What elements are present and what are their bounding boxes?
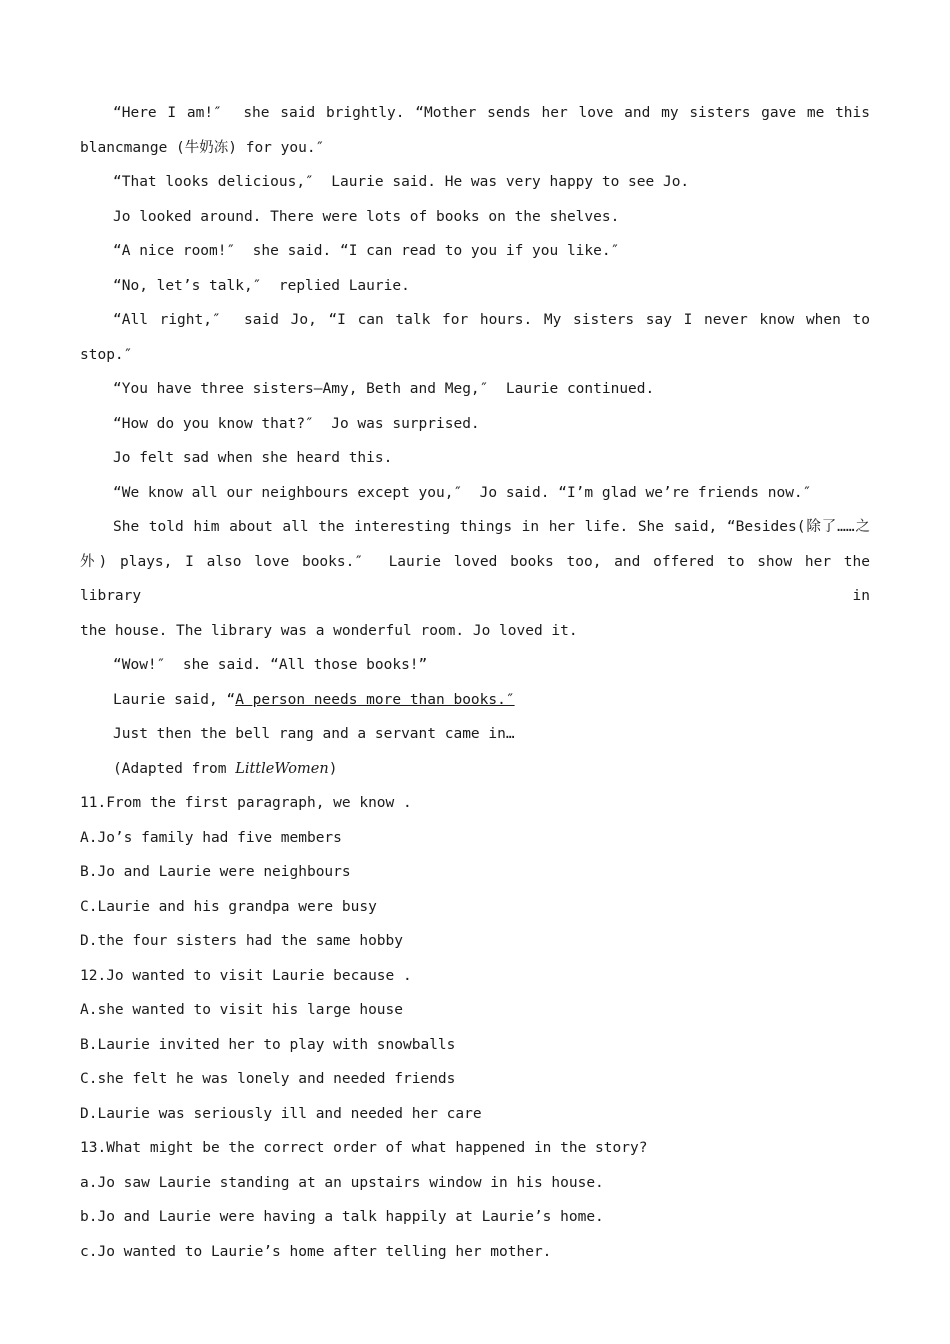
- question-option: C.Laurie and his grandpa were busy: [80, 898, 377, 915]
- question-option: A.she wanted to visit his large house: [80, 1002, 404, 1018]
- source-prefix: (Adapted from: [113, 760, 236, 777]
- story-line: stop.″: [80, 346, 133, 363]
- story-line: “All right,″ said Jo, “I can talk for hours. My sisters say I never know when to: [113, 312, 870, 328]
- question-stem: 12.Jo wanted to visit Laurie because .: [80, 967, 412, 984]
- story-line: [80, 683, 870, 718]
- question-option: D.the four sisters had the same hobby: [80, 933, 404, 949]
- question-option: b.Jo and Laurie were having a talk happily at Laurie’s home.: [80, 1209, 604, 1225]
- story-line: She told him about all the interesting things in her life. She said, “Besides(除了……之: [113, 519, 870, 535]
- underlined-sentence: A person needs more than books.″: [235, 691, 515, 708]
- question-option: B.Laurie invited her to play with snowballs: [80, 1036, 456, 1053]
- source-title: LittleWomen: [235, 760, 329, 777]
- question-option: D.Laurie was seriously ill and needed her care: [80, 1105, 482, 1122]
- question-option: c.Jo wanted to Laurie’s home after telling her mother.: [80, 1243, 552, 1260]
- story-line: “A nice room!″ she said. “I can read to you if you like.″: [113, 243, 620, 259]
- story-line: “You have three sisters—Amy, Beth and Meg,″ Laurie continued.: [113, 381, 655, 397]
- source-suffix: ): [328, 760, 338, 777]
- source-line: [80, 752, 870, 787]
- question-option: A.Jo’s family had five members: [80, 829, 342, 846]
- story-line: “We know all our neighbours except you,″ Jo said. “I’m glad we’re friends now.″: [113, 484, 812, 501]
- story-line: “No, let’s talk,″ replied Laurie.: [113, 277, 410, 294]
- story-line: Just then the bell rang and a servant came in…: [113, 726, 515, 742]
- question-option: a.Jo saw Laurie standing at an upstairs window in his house.: [80, 1174, 604, 1191]
- story-line: blancmange (牛奶冻) for you.″: [80, 139, 325, 156]
- question-option: B.Jo and Laurie were neighbours: [80, 864, 351, 880]
- question-stem: 11.From the first paragraph, we know .: [80, 795, 412, 811]
- story-line: “Here I am!″ she said brightly. “Mother sends her love and my sisters gave me this: [113, 105, 870, 121]
- question-option: C.she felt he was lonely and needed friends: [80, 1071, 456, 1087]
- story-line: 外) plays, I also love books.″ Laurie loved books too, and offered to show her the library in: [80, 553, 879, 604]
- story-text: Laurie said, “: [113, 691, 236, 708]
- story-line: “How do you know that?″ Jo was surprised.: [113, 415, 480, 432]
- question-stem: 13.What might be the correct order of what happened in the story?: [80, 1140, 648, 1156]
- story-line: the house. The library was a wonderful room. Jo loved it.: [80, 622, 578, 639]
- document-page: [80, 96, 879, 1269]
- story-line: “Wow!″ she said. “All those books!”: [113, 657, 428, 673]
- story-line: “That looks delicious,″ Laurie said. He was very happy to see Jo.: [113, 174, 690, 190]
- story-line: Jo looked around. There were lots of books on the shelves.: [113, 208, 620, 225]
- story-line: Jo felt sad when she heard this.: [113, 450, 393, 466]
